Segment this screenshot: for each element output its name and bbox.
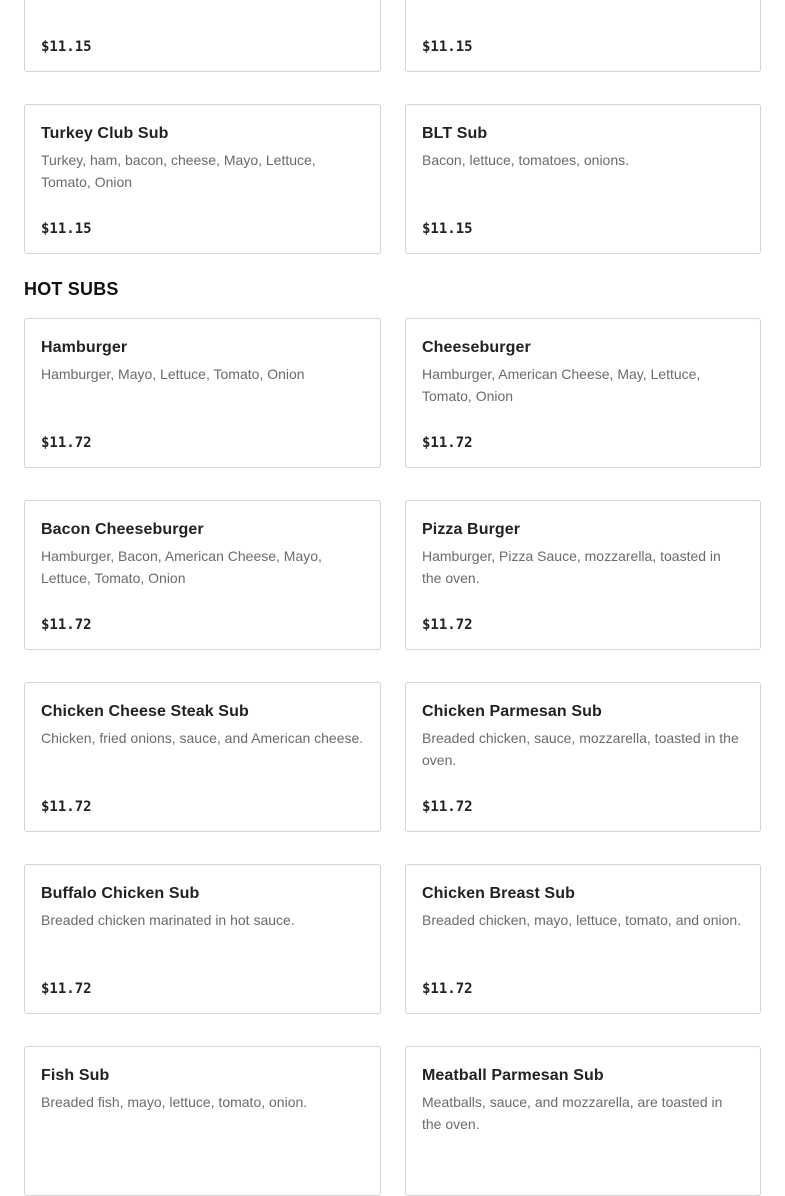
item-price: $11.72 <box>41 799 92 815</box>
menu-item-card[interactable] <box>24 1046 381 1196</box>
item-name: Chicken Parmesan Sub <box>422 703 602 720</box>
item-price: $11.72 <box>41 617 92 633</box>
item-name: Chicken Cheese Steak Sub <box>41 703 249 720</box>
menu-item-card[interactable] <box>24 0 381 72</box>
item-price: $11.72 <box>41 435 92 451</box>
item-price: $11.15 <box>422 39 473 55</box>
item-description: Turkey, ham, bacon, cheese, Mayo, Lettuce, Tomato, Onion <box>41 152 316 190</box>
item-name: BLT Sub <box>422 125 488 142</box>
menu-item-card[interactable] <box>24 864 381 1014</box>
item-price: $11.72 <box>422 617 473 633</box>
menu-item-card[interactable] <box>24 500 381 650</box>
item-description: Chicken, fried onions, sauce, and American cheese. <box>41 730 364 746</box>
item-description: Hamburger, Pizza Sauce, mozzarella, toasted in the oven. <box>422 548 721 586</box>
item-name: Pizza Burger <box>422 521 521 538</box>
item-name: Chicken Breast Sub <box>422 885 575 902</box>
section-title-hot-subs: HOT SUBS <box>24 279 119 299</box>
item-price: $11.72 <box>422 799 473 815</box>
menu-item-card[interactable] <box>405 500 761 650</box>
item-description: Meatballs, sauce, and mozzarella, are toasted in the oven. <box>422 1094 723 1132</box>
item-description: Hamburger, Mayo, Lettuce, Tomato, Onion <box>41 366 305 382</box>
item-price: $11.15 <box>41 221 92 237</box>
item-description: Breaded fish, mayo, lettuce, tomato, onion. <box>41 1094 308 1110</box>
item-description: Breaded chicken, mayo, lettuce, tomato, and onion. <box>422 912 742 928</box>
item-description: Breaded chicken, sauce, mozzarella, toasted in the oven. <box>422 730 739 768</box>
menu-item-card[interactable] <box>405 864 761 1014</box>
item-description: Hamburger, American Cheese, May, Lettuce, Tomato, Onion <box>422 366 701 404</box>
item-name: Hamburger <box>41 339 128 356</box>
item-name: Buffalo Chicken Sub <box>41 885 200 902</box>
item-name: Bacon Cheeseburger <box>41 521 204 538</box>
item-price: $11.15 <box>422 221 473 237</box>
item-price: $11.72 <box>422 435 473 451</box>
menu-item-card[interactable] <box>405 682 761 832</box>
item-name: Turkey Club Sub <box>41 125 169 142</box>
item-price: $11.15 <box>41 39 92 55</box>
menu-item-card[interactable] <box>405 1046 761 1196</box>
item-name: Fish Sub <box>41 1067 110 1084</box>
item-price: $11.72 <box>41 981 92 997</box>
menu-item-card[interactable] <box>405 104 761 254</box>
item-description: Hamburger, Bacon, American Cheese, Mayo, Lettuce, Tomato, Onion <box>41 548 322 586</box>
menu-item-card[interactable] <box>405 318 761 468</box>
item-name: Meatball Parmesan Sub <box>422 1067 604 1084</box>
item-description: Breaded chicken marinated in hot sauce. <box>41 912 295 928</box>
item-price: $11.72 <box>422 981 473 997</box>
item-description: Bacon, lettuce, tomatoes, onions. <box>422 152 630 168</box>
menu-item-card[interactable] <box>24 682 381 832</box>
menu-item-card[interactable] <box>405 0 761 72</box>
menu-item-card[interactable] <box>24 104 381 254</box>
item-name: Cheeseburger <box>422 339 531 356</box>
menu-item-card[interactable] <box>24 318 381 468</box>
